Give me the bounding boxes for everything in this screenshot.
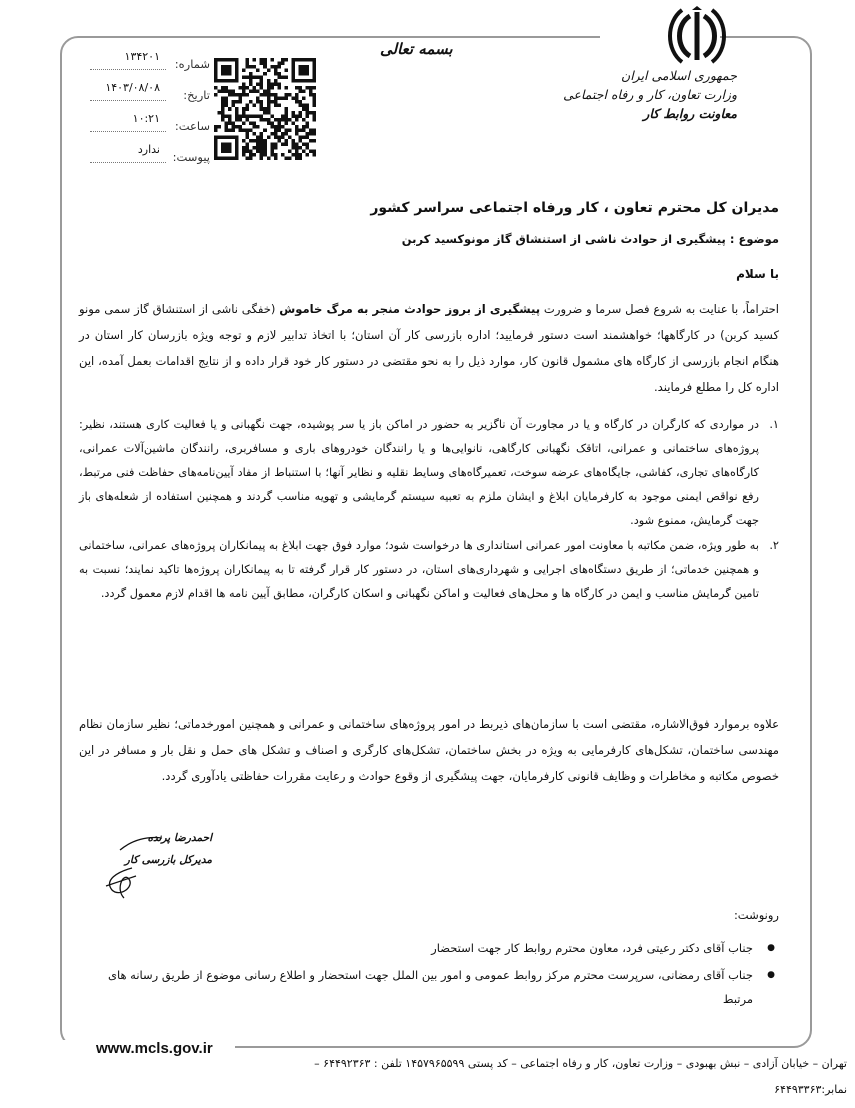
meta-time-label: ساعت: (174, 119, 210, 133)
meta-date (90, 75, 210, 106)
meta-number-label: شماره: (174, 57, 210, 71)
organization-block (563, 66, 737, 123)
list-item-number: ۲. (769, 539, 779, 552)
list-item (79, 534, 779, 606)
cc-label: رونوشت: (733, 908, 779, 922)
closing-paragraph: علاوه برموارد فوق‌الاشاره، مقتضی است با سازمان‌های ذیربط در امور پروژه‌های ساختمانی و عمرانی و همچنین امورخدماتی؛ نظیر سازمان نظام مهندسی ساختمان، تشکل‌های کارفرمایی به ویژه در بخش ساختمان، تشکل‌های کارگری و اصناف و تشکل های حمل و نقل بار و مسافر در این خصوص مکاتبه و مخاطرات و وظایف قانونی کارفرمایان، جهت پیشگیری از وقوع حوادث و رعایت مقررات حفاظتی یادآوری گردد. (79, 717, 779, 783)
signature-block (92, 828, 212, 906)
cc-list (79, 936, 779, 1014)
meta-time-value: ۱۰:۲۱ (132, 112, 160, 125)
recipient: مدیران کل محترم تعاون ، کار ورفاه اجتماعی سراسر کشور (370, 200, 779, 216)
list-item-text: به طور ویژه، ضمن مکاتبه با معاونت امور عمرانی استانداری ها درخواست شود؛ موارد فوق جهت ابلاغ به پیمانکاران پروژه‌های عمرانی، ساختمانی و همچنین خدماتی؛ از طریق دستگاه‌های اجرایی و شهرداری‌های استان، در دستور کار قرار گرفته تا به پیمانکاران پروژه‌ها تاکید نمایند؛ نسبت به تامین گرمایش مناسب و ایمن در کارگاه ها و محل‌های فعالیت و اماکن نگهبانی و اسکان کارگران، مطابق آیین نامه ها اقدام لازم معمول گردد. (79, 539, 759, 600)
meta-date-value: ۱۴۰۳/۰۸/۰۸ (105, 81, 160, 94)
subject: موضوع : پیشگیری از حوادث ناشی از استنشاق گاز مونوکسید کربن (401, 232, 779, 246)
footer-address: تهران – خیابان آزادی – نبش بهبودی – وزارت تعاون، کار و رفاه اجتماعی – کد پستی ۱۴۵۷۹۶۵۵۹۹ تلفن : ۶۴۴۹۲۳۶۳ – (314, 1057, 847, 1070)
greeting: با سلام (736, 267, 779, 281)
list-item-text: در مواردی که کارگران در کارگاه و یا در مجاورت آن ناگزیر به حضور در اماکن باز یا سر پوشیده، جهت نگهبانی و یا فعالیت کاری هستند، نظیر: پروژه‌های ساختمانی و عمرانی، اتاقک نگهبانی کارگاهی، نانوایی‌ها و یا رانندگان خودروهای باری و مسافربری، رانندگان ماشین‌آلات عمرانی، کارگاه‌های تجاری، کفاشی، جایگاه‌های عرضه سوخت، تعمیرگاه‌های وسایط نقلیه و نظایر آنها؛ با استنباط از مفاد آیین‌نامه‌های حفاظت فنی مرتبط، رفع نواقص ایمنی موجود به کارفرمایان ابلاغ و ایشان ملزم به تعبیه سیستم گرمایشی و تهویه مناسب گردند و همچنین استفاده از شعله‌های باز جهت گرمایش، ممنوع شود. (79, 418, 759, 527)
cc-item: ● جناب آقای دکتر رعیتی فرد، معاون محترم روابط کار جهت استحضار (79, 936, 779, 960)
meta-time (90, 106, 210, 137)
instruction-list (79, 413, 779, 607)
org-country: جمهوری اسلامی ایران (621, 68, 737, 83)
org-department: معاونت روابط کار (643, 106, 737, 121)
meta-attachment-label: پیوست: (172, 150, 210, 164)
intro-paragraph: احتراماً، با عنایت به شروع فصل سرما و ضرورت پیشگیری از بروز حوادث منجر به مرگ خاموش (خفگی ناشی از استنشاق گاز سمی مونو کسید کربن) در کارگاهها؛ خواهشمند است دستور فرمایید؛ اداره بازرسی کار آن استان؛ با اتخاذ تدابیر لازم و توجه ویژه بازرسان کار استان در هنگام انجام بازرسی از کارگاه های مشمول قانون کار، موارد ذیل را به نحو مقتضی در دستور کار خود قرار داده و از نتایج اقدامات بعمل آمده، این اداره کل را مطلع فرمایند. (79, 302, 779, 394)
meta-attachment-value: ندارد (137, 143, 160, 156)
emblem-icon (664, 6, 730, 66)
list-item (79, 413, 779, 533)
meta-date-label: تاریخ: (183, 88, 210, 102)
meta-attachment (90, 137, 210, 168)
website-link[interactable]: www.mcls.gov.ir (96, 1040, 213, 1057)
org-ministry: وزارت تعاون، کار و رفاه اجتماعی (563, 87, 737, 102)
cc-item: ● جناب آقای رمضانی، سرپرست محترم مرکز روابط عمومی و امور بین الملل جهت استحضار و اطلاع رسانی موضوع از طریق رسانه های مرتبط (79, 963, 779, 1011)
basmala: بسمه تعالی (380, 40, 453, 58)
signatory-name: احمدرضا پرنده (147, 832, 212, 844)
letter-meta (90, 44, 210, 168)
qr-code-icon (214, 58, 316, 160)
signatory-title: مدیرکل بازرسی کار (124, 854, 212, 866)
list-item-number: ۱. (769, 418, 779, 431)
intro-highlight: پیشگیری از بروز حوادث منجر به مرگ خاموش (279, 302, 541, 316)
meta-number (90, 44, 210, 75)
footer-fax: نمابر:۶۴۴۹۳۳۶۳ (774, 1083, 847, 1096)
meta-number-value: ۱۳۴۲۰۱ (124, 50, 160, 63)
